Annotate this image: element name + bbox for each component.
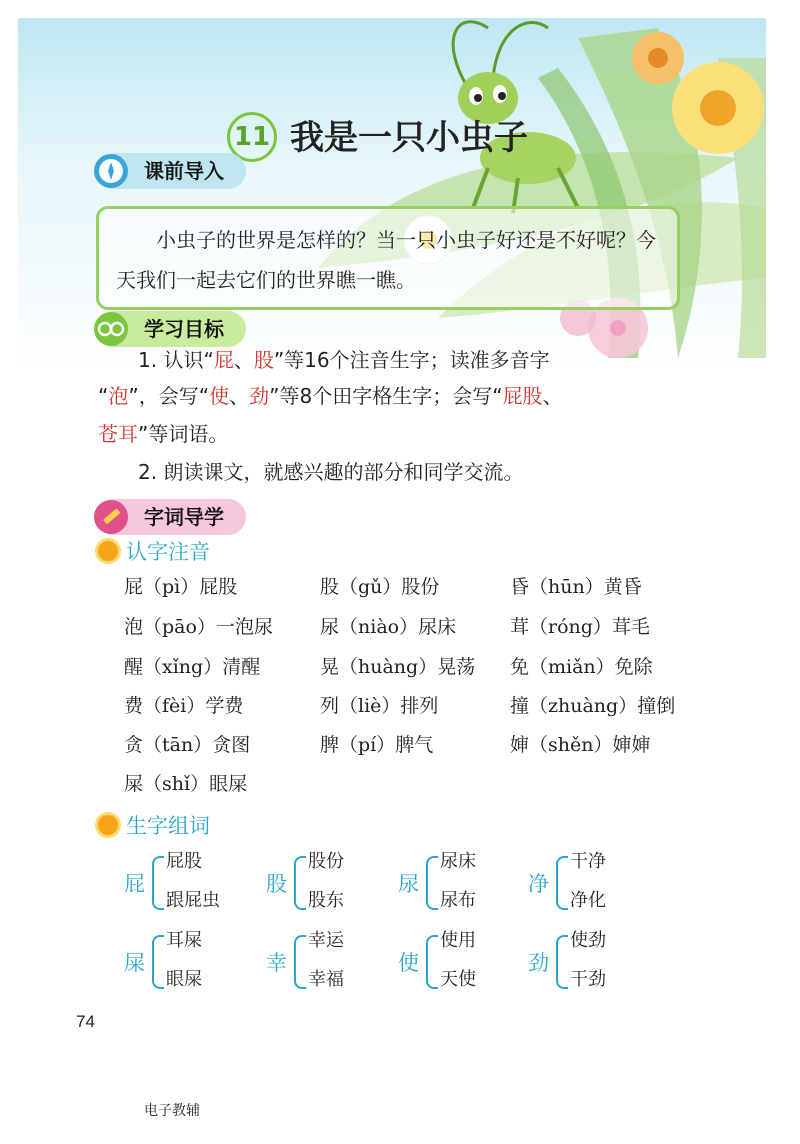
glasses-icon	[94, 312, 128, 346]
page-number: 74	[76, 1012, 95, 1031]
pinyin-item: 泡（pāo）一泡尿	[124, 616, 273, 638]
word-group-word: 股东	[308, 890, 344, 911]
pinyin-item: 列（liè）排列	[320, 695, 439, 717]
goal-line-3: 苍耳”等词语。	[98, 422, 229, 446]
pinyin-item: 昏（hūn）黄昏	[510, 576, 642, 598]
pinyin-item: 费（fèi）学费	[124, 695, 244, 717]
pinyin-item: 免（miǎn）免除	[510, 656, 653, 678]
word-group-word: 使用	[440, 930, 476, 951]
sun-icon	[98, 815, 118, 835]
pinyin-item: 尿（niào）尿床	[320, 616, 457, 638]
yellow-flower-icon	[672, 62, 764, 154]
word-group-char: 净	[528, 872, 549, 896]
lesson-number: 11	[227, 112, 277, 162]
word-group-word: 使劲	[570, 930, 606, 951]
pinyin-item: 撞（zhuàng）撞倒	[510, 695, 676, 717]
goal-line-1: 1. 认识“屁、股”等16个注音生字；读准多音字	[138, 348, 550, 372]
pinyin-item: 屎（shǐ）眼屎	[124, 773, 248, 795]
words-heading: 生字组词	[126, 814, 210, 838]
word-group-word: 尿床	[440, 851, 476, 872]
word-group-word: 幸运	[308, 930, 344, 951]
word-group-word: 尿布	[440, 890, 476, 911]
word-group-word: 干净	[570, 851, 606, 872]
pinyin-item: 醒（xǐng）清醒	[124, 656, 261, 678]
brace	[426, 856, 438, 910]
orange-flower-icon	[632, 32, 684, 84]
section-intro-header	[96, 153, 246, 189]
pinyin-item: 股（gǔ）股份	[320, 576, 440, 598]
intro-paragraph: 小虫子的世界是怎样的？当一只小虫子好还是不好呢？今天我们一起去它们的世界瞧一瞧。	[116, 228, 656, 292]
word-group-word: 幸福	[308, 969, 344, 990]
pinyin-item: 茸（róng）茸毛	[510, 616, 650, 638]
word-group-char: 股	[266, 872, 287, 896]
word-group-word: 屁股	[166, 851, 202, 872]
brace	[556, 856, 568, 910]
word-group-word: 干劲	[570, 969, 606, 990]
brace	[294, 935, 306, 989]
word-group-word: 跟屁虫	[166, 890, 220, 911]
compass-icon	[94, 154, 128, 188]
goal-line-4: 2. 朗读课文，就感兴趣的部分和同学交流。	[138, 460, 524, 484]
section-study-label: 字词导学	[144, 505, 224, 529]
sun-icon	[98, 541, 118, 561]
brace	[152, 935, 164, 989]
lesson-title: 我是一只小虫子	[290, 118, 528, 158]
pinyin-heading: 认字注音	[126, 540, 210, 564]
pinyin-item: 脾（pí）脾气	[320, 734, 434, 756]
intro-text	[116, 220, 672, 300]
word-group-word: 天使	[440, 969, 476, 990]
word-group-word: 耳屎	[166, 930, 202, 951]
footer-label: 电子教辅	[144, 1103, 200, 1119]
section-intro-label: 课前导入	[144, 159, 224, 183]
goal-line-2: “泡”，会写“使、劲”等8个田字格生字；会写“屁股、	[98, 384, 563, 408]
pinyin-item: 晃（huàng）晃荡	[320, 656, 476, 678]
word-group-char: 劲	[528, 951, 549, 975]
pencil-icon	[94, 500, 128, 534]
word-group-char: 使	[398, 951, 419, 975]
section-goals-label: 学习目标	[144, 317, 224, 341]
brace	[152, 856, 164, 910]
word-group-char: 屎	[124, 951, 145, 975]
word-group-char: 屁	[124, 872, 145, 896]
word-group-char: 尿	[398, 872, 419, 896]
word-group-word: 眼屎	[166, 969, 202, 990]
pinyin-item: 贪（tān）贪图	[124, 734, 251, 756]
brace	[294, 856, 306, 910]
word-group-word: 净化	[570, 890, 606, 911]
brace	[426, 935, 438, 989]
word-group-char: 幸	[266, 951, 287, 975]
section-study-header	[96, 499, 246, 535]
word-group-word: 股份	[308, 851, 344, 872]
pinyin-item: 婶（shěn）婶婶	[510, 734, 651, 756]
pinyin-item: 屁（pì）屁股	[124, 576, 238, 598]
brace	[556, 935, 568, 989]
